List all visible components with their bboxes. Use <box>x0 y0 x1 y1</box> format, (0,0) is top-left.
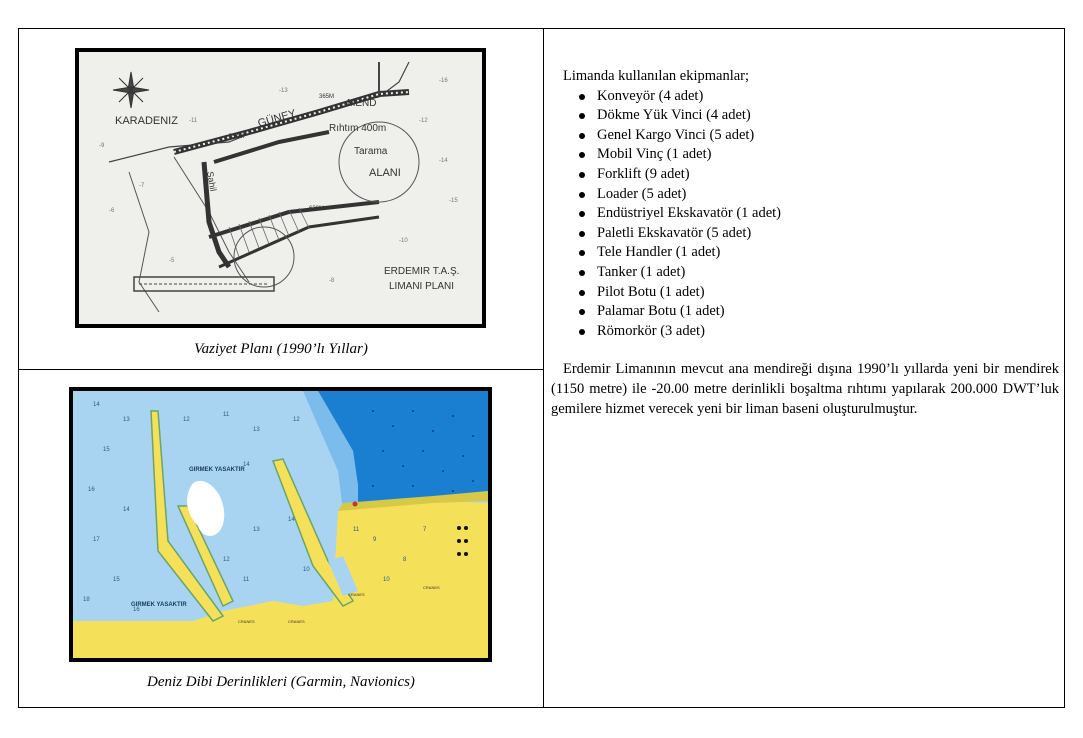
equipment-intro: Limanda kullanılan ekipmanlar; <box>563 68 750 84</box>
svg-text:-7: -7 <box>139 183 145 189</box>
svg-text:11: 11 <box>353 527 360 533</box>
depth-chart-drawing <box>73 391 488 658</box>
svg-text:17: 17 <box>93 537 100 543</box>
svg-text:11: 11 <box>223 412 230 418</box>
svg-text:-12: -12 <box>419 118 428 124</box>
plan-title-line1: ERDEMIR T.A.Ş. <box>384 266 460 277</box>
svg-text:11: 11 <box>243 577 250 583</box>
site-plan-drawing <box>79 52 482 324</box>
column-divider <box>543 29 544 707</box>
svg-text:12: 12 <box>293 417 300 423</box>
list-item: Mobil Vinç (1 adet) <box>597 145 1059 165</box>
svg-text:14: 14 <box>243 462 250 468</box>
cranes-label-4: CRANES <box>348 592 365 597</box>
tarama-label: Tarama <box>354 146 388 157</box>
cranes-label-2: CRANES <box>288 619 305 624</box>
svg-text:15: 15 <box>103 447 110 453</box>
svg-text:-5: -5 <box>169 258 175 264</box>
description-paragraph: Erdemir Limanının mevcut ana mendireği dışına 1990’lı yıllarda yeni bir mendirek (1150 metre) ile -20.00 metre derinlikli boşaltma rıhtımı yapılarak 200.000 DWT’luk gemilere hizmet verecek yeni bir liman baseni oluşturulmuştur. <box>551 361 1059 417</box>
svg-text:-13: -13 <box>279 88 288 94</box>
mend-label: MEND <box>347 98 377 109</box>
svg-text:10: 10 <box>383 577 390 583</box>
svg-text:16: 16 <box>88 487 95 493</box>
svg-text:12: 12 <box>183 417 190 423</box>
rihtim-label: Rıhtım 400m <box>329 123 387 134</box>
list-item: Forklift (9 adet) <box>597 165 1059 185</box>
list-item: Endüstriyel Ekskavatör (1 adet) <box>597 204 1059 224</box>
list-item: Palamar Botu (1 adet) <box>597 302 1059 322</box>
svg-text:8: 8 <box>403 557 407 563</box>
list-item: Römorkör (3 adet) <box>597 322 1059 342</box>
svg-text:15: 15 <box>113 577 120 583</box>
alani-label: ALANI <box>369 167 401 179</box>
dim-label-1: 365M <box>319 94 335 100</box>
figure1-caption: Vaziyet Planı (1990’lı Yıllar) <box>194 341 368 357</box>
dim-label-3: 630M <box>309 206 325 212</box>
sea-label: KARADENIZ <box>115 115 178 127</box>
figure2-caption: Deniz Dibi Derinlikleri (Garmin, Navionics) <box>147 674 415 690</box>
list-item: Loader (5 adet) <box>597 185 1059 205</box>
list-item: Konveyör (4 adet) <box>597 87 1059 107</box>
svg-text:-11: -11 <box>189 118 198 124</box>
svg-text:18: 18 <box>83 597 90 603</box>
light-marker-icon <box>353 502 358 507</box>
svg-text:14: 14 <box>123 507 130 513</box>
list-item: Tele Handler (1 adet) <box>597 243 1059 263</box>
svg-text:9: 9 <box>373 537 377 543</box>
svg-text:13: 13 <box>253 527 260 533</box>
svg-text:-6: -6 <box>109 208 115 214</box>
cranes-label-3: CRANES <box>423 585 440 590</box>
svg-text:-10: -10 <box>399 238 408 244</box>
svg-text:13: 13 <box>253 427 260 433</box>
list-item: Genel Kargo Vinci (5 adet) <box>597 126 1059 146</box>
zone-label-1: GIRMEK YASAKTIR <box>189 467 245 473</box>
svg-text:-15: -15 <box>449 198 458 204</box>
breakwater-label: GÜNEY <box>256 107 298 130</box>
svg-text:12: 12 <box>223 557 230 563</box>
list-item: Paletli Ekskavatör (5 adet) <box>597 224 1059 244</box>
svg-text:14: 14 <box>93 402 100 408</box>
svg-text:-16: -16 <box>439 78 448 84</box>
svg-text:13: 13 <box>123 417 130 423</box>
site-plan-image <box>75 48 486 328</box>
svg-text:-9: -9 <box>99 143 105 149</box>
list-item: Tanker (1 adet) <box>597 263 1059 283</box>
svg-text:10: 10 <box>303 567 310 573</box>
sahil-label: Sahil <box>205 170 219 193</box>
depth-chart-image <box>69 387 492 662</box>
equipment-list <box>551 87 1059 342</box>
svg-text:16: 16 <box>133 607 140 613</box>
row-divider <box>19 369 543 370</box>
list-item: Pilot Botu (1 adet) <box>597 283 1059 303</box>
svg-text:-14: -14 <box>439 158 448 164</box>
list-item: Dökme Yük Vinci (4 adet) <box>597 106 1059 126</box>
zone-label-2: GIRMEK YASAKTIR <box>131 602 187 608</box>
svg-text:7: 7 <box>423 527 427 533</box>
plan-title-line2: LIMANI PLANI <box>389 281 455 292</box>
layout-table <box>18 28 1065 708</box>
dim-label-2: 754M <box>229 134 245 140</box>
cranes-label-1: CRANES <box>238 619 255 624</box>
svg-text:14: 14 <box>288 517 295 523</box>
equipment-section <box>551 67 1059 419</box>
svg-text:-8: -8 <box>329 278 335 284</box>
